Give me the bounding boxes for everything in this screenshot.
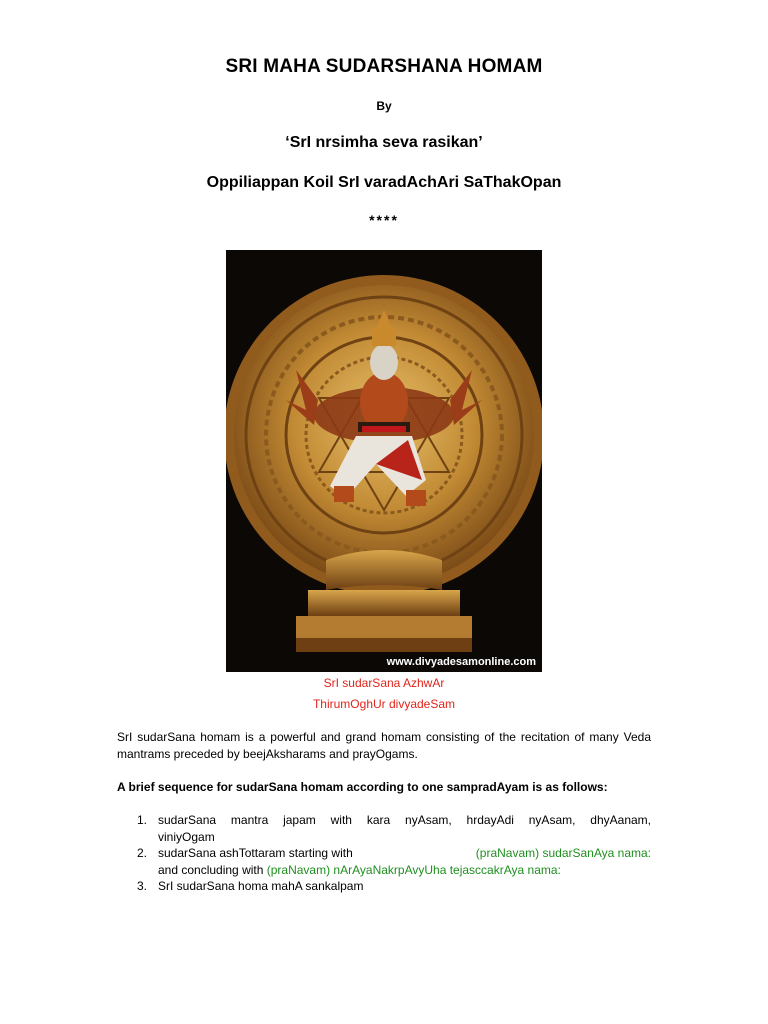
homam-steps-list [117, 812, 651, 895]
image-caption-location: ThirumOghUr divyadeSam [312, 697, 456, 711]
list-item-number: 2. [137, 846, 148, 860]
image-caption-title: SrI sudarSana AzhwAr [323, 676, 445, 690]
idol-illustration [226, 250, 542, 672]
document-title: SRI MAHA SUDARSHANA HOMAM [225, 56, 543, 77]
image-watermark: www.divyadesamonline.com [386, 656, 536, 668]
separator: **** [369, 212, 399, 228]
step-2-start-text: sudarSana ashTottaram starting with [158, 846, 353, 860]
step-2-start-mantra: (praNavam) sudarSanAya nama: [475, 846, 651, 860]
step-2-line-1 [158, 845, 651, 862]
list-item [117, 845, 651, 878]
list-item-number: 1. [137, 813, 148, 827]
by-line: By [376, 99, 392, 113]
list-item-number: 3. [137, 879, 148, 893]
step-2-end-text: and concluding with [158, 862, 264, 877]
step-2-end-mantra: (praNavam) nArAyaNakrpAvyUha tejasccakrAya nama: [266, 862, 561, 877]
step-3-line-1: SrI sudarSana homa mahA sankalpam [158, 879, 364, 893]
author-name: Oppiliappan Koil SrI varadAchAri SaThakOpan [206, 174, 562, 191]
author-epithet: ‘SrI nrsimha seva rasikan’ [285, 134, 483, 151]
sudarsana-idol-image [226, 250, 542, 672]
list-item [117, 878, 651, 895]
intro-paragraph: SrI sudarSana homam is a powerful and grand homam consisting of the recitation of many Veda mantrams preceded by beejAksharams and prayOgams. [117, 730, 651, 761]
step-1-line-2: viniyOgam [158, 829, 215, 844]
step-1-line-1: sudarSana mantra japam with kara nyAsam, hrdayAdi nyAsam, dhyAanam, [158, 813, 651, 827]
sequence-heading: A brief sequence for sudarSana homam according to one sampradAyam is as follows: [117, 780, 608, 794]
list-item [117, 812, 651, 845]
